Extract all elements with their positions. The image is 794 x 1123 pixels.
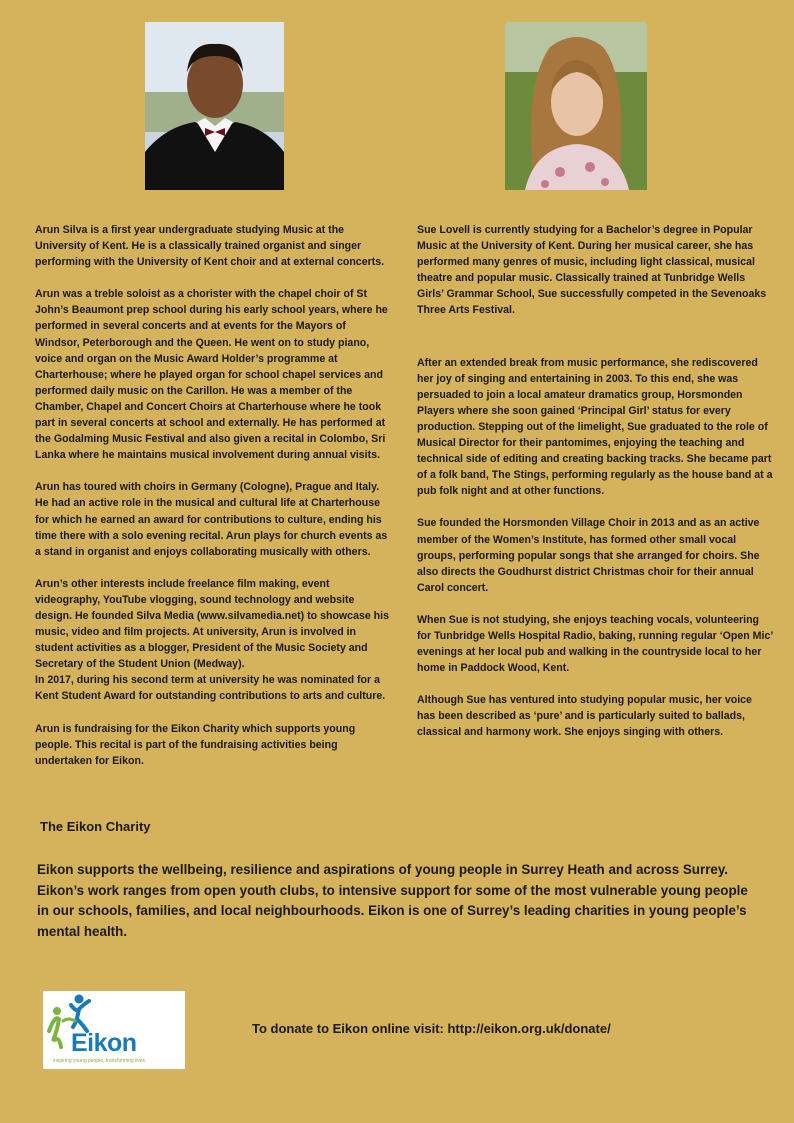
sue-bio-paragraph: After an extended break from music performance, she rediscovered her joy of singing and entertaining in 2003. To this end, she was persuaded to join a local amateur dramatics group, Horsmonden Players where she soon gained ‘Principal Girl’ status for every production. Stepping out of the limelight, Sue graduated to the role of Musical Director for their pantomimes, enjoying the teaching and technical side of editing and creating backing tracks. She became part of a folk band, The Stings, performing regularly as the house band at a pub folk night and at other functions. <box>417 356 773 498</box>
sue-bio-paragraph: Although Sue has ventured into studying popular music, her voice has been described as ‘pure’ and is particularly suited to ballads, classical and harmony work. She enjoys singing with others. <box>417 694 752 739</box>
sue-bio <box>417 222 773 757</box>
sue-bio-paragraph: When Sue is not studying, she enjoys teaching vocals, volunteering for Tunbridge Wells Hospital Radio, baking, running regular ‘Open Mic’ evenings at her local pub and walking in the countryside local to her home in Paddock Wood, Kent. <box>417 613 773 675</box>
donate-link-text[interactable]: To donate to Eikon online visit: http://eikon.org.uk/donate/ <box>252 1021 611 1036</box>
arun-bio-paragraph: Arun Silva is a first year undergraduate studying Music at the University of Kent. He is a classically trained organist and singer performing with the University of Kent choir and at external concerts. <box>35 224 385 269</box>
charity-heading: The Eikon Charity <box>40 819 151 834</box>
arun-bio <box>35 222 391 785</box>
sue-bio-paragraph: Sue founded the Horsmonden Village Choir in 2013 and as an active member of the Women’s Institute, has formed other small vocal groups, performing popular songs that she arranged for choirs. She also directs the Goudhurst district Christmas choir for their annual Carol concert. <box>417 517 760 594</box>
eikon-tagline: inspiring young people, transforming lives <box>53 1058 145 1064</box>
arun-bio-paragraph: Arun was a treble soloist as a chorister with the chapel choir of St John’s Beaumont prep school during his early school years, where he performed in several concerts and at events for the Mayors of Windsor, Peterborough and the Queen. He went on to study piano, voice and organ on the Music Award Holder’s programme at Charterhouse; where he played organ for school chapel services and performed daily music on the Carillon. He was a member of the Chamber, Chapel and Concert Choirs at Charterhouse where he took part in several concerts at school and externally. He has performed at the Godalming Music Festival and also given a recital in Colombo, Sri Lanka where he maintains musical involvement during annual visits. <box>35 288 388 462</box>
arun-bio-paragraph: Arun is fundraising for the Eikon Charity which supports young people. This recital is part of the fundraising activities being undertaken for Eikon. <box>35 722 356 767</box>
arun-bio-paragraph: Arun has toured with choirs in Germany (Cologne), Prague and Italy. He had an active role in the musical and cultural life at Charterhouse for which he earned an award for contributions to culture, ending his time there with a solo evening recital. Arun plays for church events as a stand in organist and enjoys collaborating musically with others. <box>35 481 388 558</box>
arun-photo <box>145 22 284 190</box>
eikon-wordmark: Eikon <box>71 1029 137 1057</box>
sue-photo <box>505 22 647 190</box>
eikon-logo <box>43 991 185 1069</box>
sue-bio-paragraph: Sue Lovell is currently studying for a Bachelor’s degree in Popular Music at the University of Kent. During her musical career, she has performed many genres of music, including light classical, musical theatre and popular music. Classically trained at Tunbridge Wells Girls’ Grammar School, Sue successfully competed in the Sevenoaks Three Arts Festival. <box>417 224 767 317</box>
charity-description: Eikon supports the wellbeing, resilience and aspirations of young people in Surrey Heath and across Surrey. Eikon’s work ranges from open youth clubs, to intensive support for some of the most vulnerable young people in our schools, families, and local neighbourhoods. Eikon is one of Surrey’s leading charities in young people’s mental health. <box>37 862 748 939</box>
arun-bio-paragraph: Arun’s other interests include freelance film making, event videography, YouTube vlogging, sound technology and website design. He founded Silva Media (www.silvamedia.net) to showcase his music, video and film projects. At university, Arun is involved in student activities as a blogger, President of the Music Society and Secretary of the Student Union (Medway). In 2017, during his second term at university he was nominated for a Kent Student Award for outstanding contributions to arts and culture. <box>35 577 389 703</box>
